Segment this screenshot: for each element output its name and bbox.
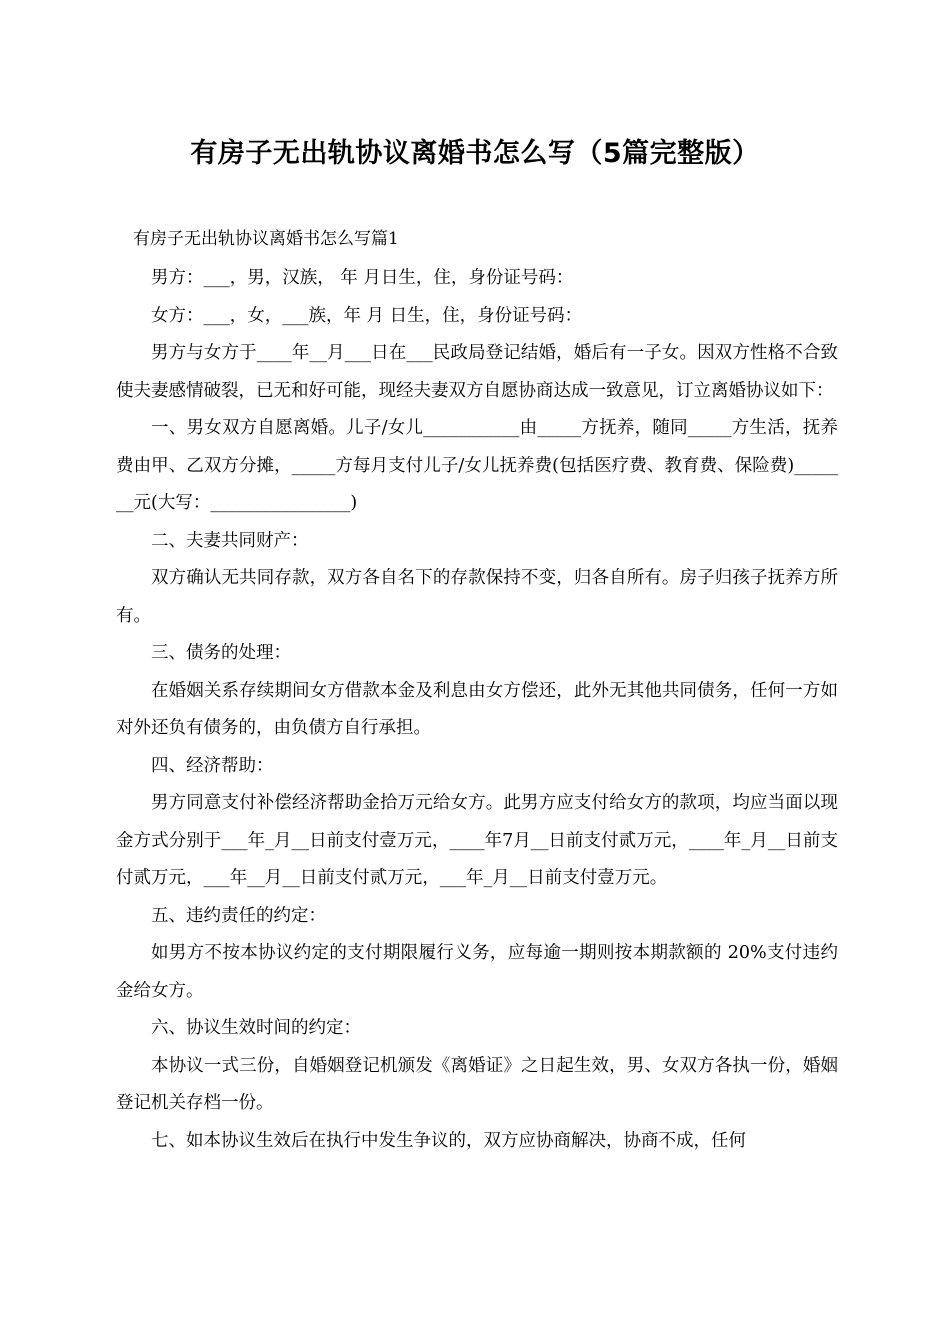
paragraph-clause-3: 在婚姻关系存续期间女方借款本金及利息由女方偿还，此外无其他共同债务，任何一方如对外还负有债务的，由负债方自行承担。 [116, 680, 838, 738]
heading-clause-5: 五、违约责任的约定： [151, 905, 326, 926]
paragraph-clause-6: 本协议一式三份，自婚姻登记机颁发《离婚证》之日起生效，男、女双方各执一份，婚姻登记机关存档一份。 [116, 1055, 838, 1113]
heading-clause-3: 三、债务的处理： [151, 643, 291, 663]
paragraph-clause-7: 七、如本协议生效后在执行中发生争议的，双方应协商解决，协商不成，任何 [151, 1130, 746, 1151]
heading-clause-2: 二、夫妻共同财产： [151, 530, 309, 551]
paragraph-clause-4: 男方同意支付补偿经济帮助金拾万元给女方。此男方应支付给女方的款项，均应当面以现金方式分别于___年_月__日前支付壹万元，____年7月__日前支付贰万元，____年_月__日前支付贰万元，___年__月__日前支付贰万元，___年_月__日前支付壹万元。 [116, 793, 838, 888]
heading-clause-4: 四、经济帮助： [151, 755, 274, 776]
paragraph-clause-2: 双方确认无共同存款，双方各自名下的存款保持不变，归各自所有。房子归孩子抚养方所有。 [116, 568, 838, 626]
paragraph-female-party: 女方：___，女，___族，年 月 日生，住，身份证号码： [151, 305, 583, 326]
paragraph-preamble: 男方与女方于____年__月___日在___民政局登记结婚，婚后有一子女。因双方性格不合致使夫妻感情破裂，已无和好可能，现经夫妻双方自愿协商达成一致意见，订立离婚协议如下： [116, 343, 838, 401]
heading-clause-6: 六、协议生效时间的约定： [151, 1018, 361, 1038]
document-body [116, 260, 838, 1160]
paragraph-male-party: 男方：___，男，汉族， 年 月日生，住，身份证号码： [151, 268, 574, 288]
paragraph-clause-5: 如男方不按本协议约定的支付期限履行义务，应每逾一期则按本期款额的 20%支付违约金给女方。 [116, 943, 838, 1001]
document-title: 有房子无出轨协议离婚书怎么写（5篇完整版） [190, 138, 760, 169]
paragraph-clause-1: 一、男女双方自愿离婚。儿子/女儿___________由_____方抚养，随同_____方生活，抚养费由甲、乙双方分摊，_____方每月支付儿子/女儿抚养费(包括医疗费、教育费、保险费)_______元(大写：________________) [116, 418, 838, 513]
section-heading: 有房子无出轨协议离婚书怎么写篇1 [133, 229, 399, 249]
